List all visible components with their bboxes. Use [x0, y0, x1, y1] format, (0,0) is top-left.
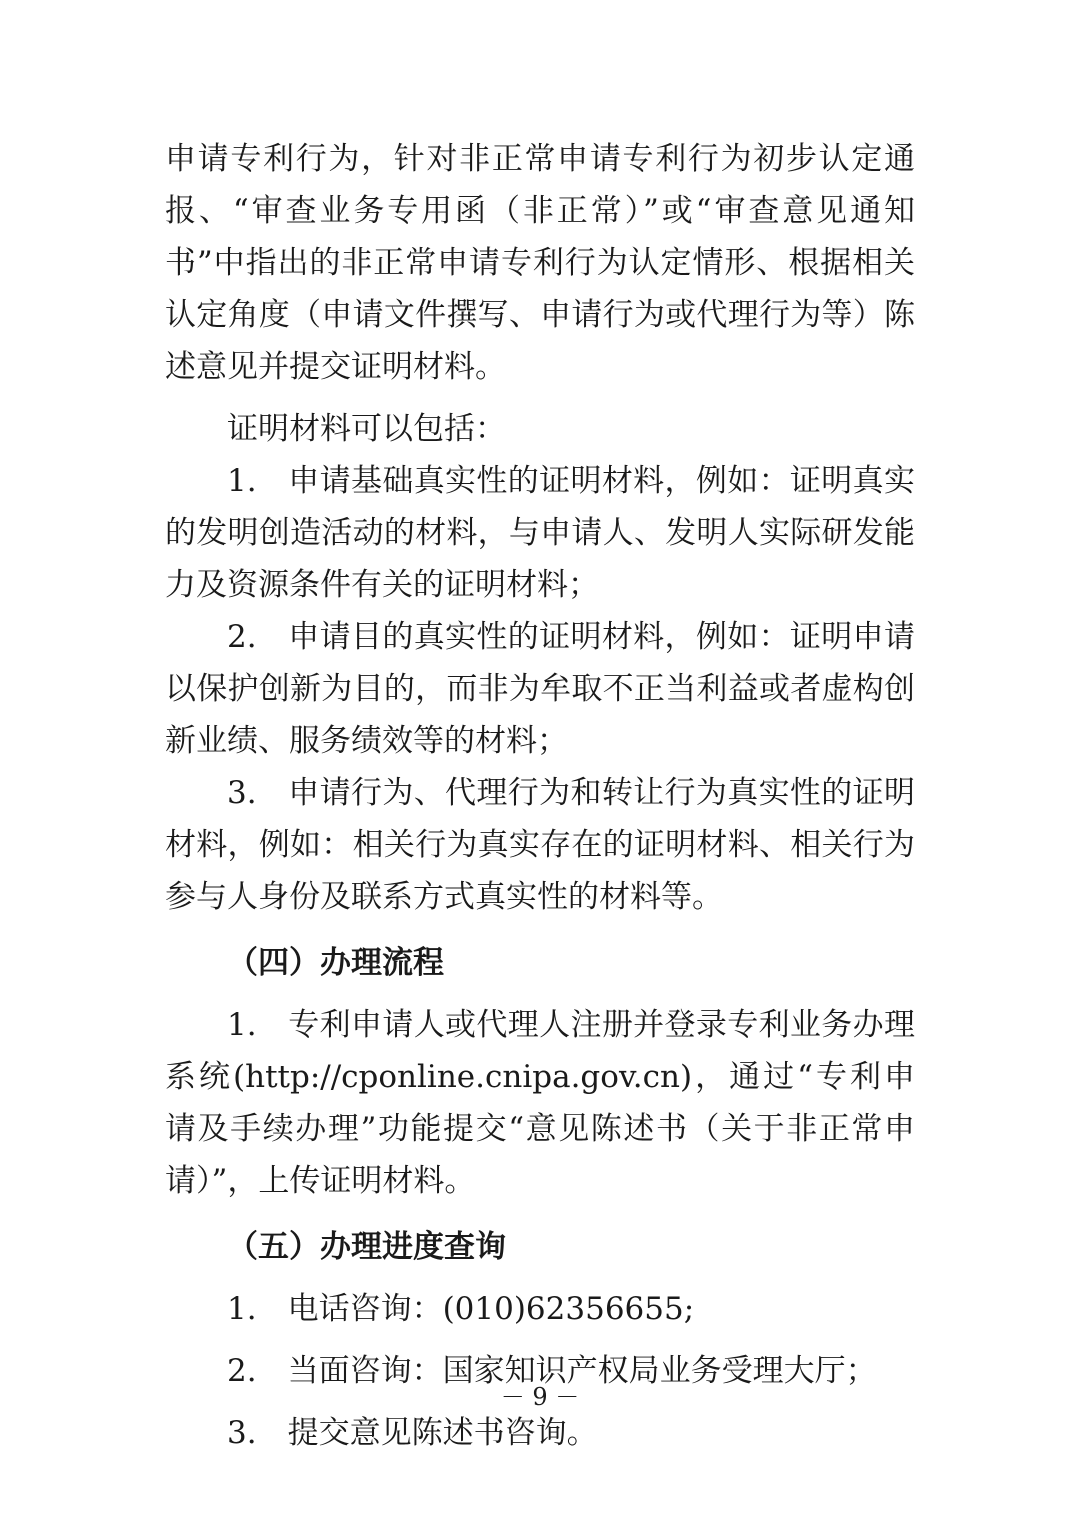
list-item-evidence-1: 1. 申请基础真实性的证明材料，例如：证明真实的发明创造活动的材料，与申请人、发明人实际研发能力及资源条件有关的证明材料； — [165, 463, 915, 603]
list-item-query-phone: 1. 电话咨询：(010)62356655; — [227, 1291, 695, 1327]
list-item-query-in-person: 2. 当面咨询：国家知识产权局业务受理大厅； — [227, 1353, 877, 1389]
list-item-evidence-3: 3. 申请行为、代理行为和转让行为真实性的证明材料，例如：相关行为真实存在的证明材料、相关行为参与人身份及联系方式真实性的材料等。 — [165, 775, 915, 915]
list-item-query-statement: 3. 提交意见陈述书咨询。 — [227, 1415, 598, 1451]
list-item-evidence-2: 2. 申请目的真实性的证明材料，例如：证明申请以保护创新为目的，而非为牟取不正当利益或者虚构创新业绩、服务绩效等的材料； — [165, 619, 915, 759]
section-heading-process: （四）办理流程 — [227, 945, 444, 981]
section-heading-progress-query: （五）办理进度查询 — [227, 1229, 506, 1265]
list-item-process-1: 1. 专利申请人或代理人注册并登录专利业务办理系统(http://cponline.cnipa.gov.cn)，通过“专利申请及手续办理”功能提交“意见陈述书（关于非正常申请）”，上传证明材料。 — [165, 1007, 915, 1199]
paragraph-continuation: 申请专利行为，针对非正常申请专利行为初步认定通报、“审查业务专用函（非正常）”或“审查意见通知书”中指出的非正常申请专利行为认定情形、根据相关认定角度（申请文件撰写、申请行为或代理行为等）陈述意见并提交证明材料。 — [165, 141, 915, 385]
paragraph-evidence-intro: 证明材料可以包括： — [227, 411, 506, 447]
document-body — [165, 133, 915, 1459]
page-number: － 9 － — [500, 1383, 580, 1411]
